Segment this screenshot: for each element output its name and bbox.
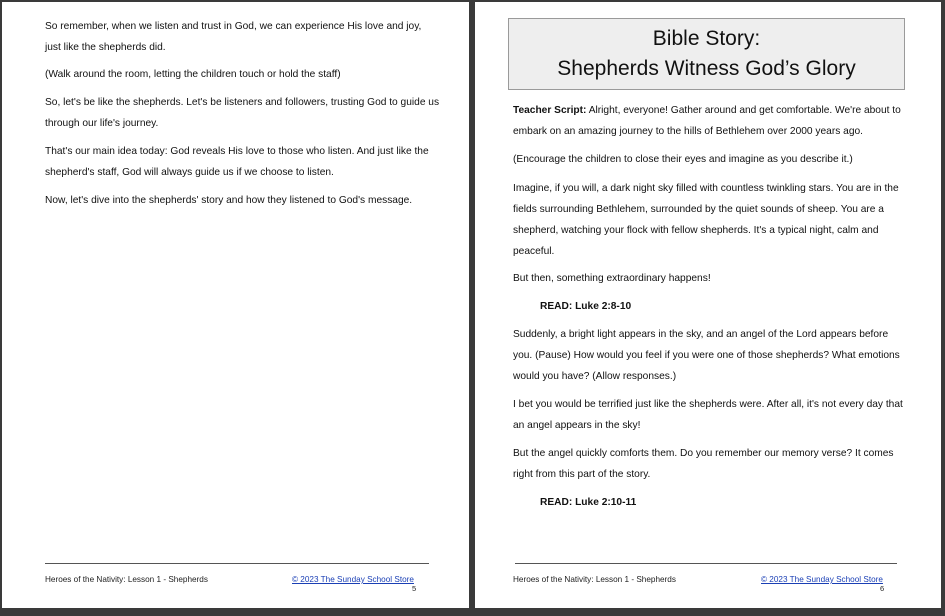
footer-divider <box>515 563 897 564</box>
copyright-link[interactable]: © 2023 The Sunday School Store <box>761 575 883 584</box>
footer-divider <box>45 563 429 564</box>
teacher-script-label: Teacher Script: <box>513 105 587 116</box>
section-title-line-1: Bible Story: <box>652 27 761 50</box>
page-number: 6 <box>880 584 885 593</box>
paragraph: Suddenly, a bright light appears in the sky, and an angel of the Lord appears before you. (Pause) How would you feel if you were one of those shepherds? What emotions would you have? (Allow responses.) <box>513 329 900 382</box>
paragraph: So, let's be like the shepherds. Let's be listeners and followers, trusting God to guide us through our life's journey. <box>45 97 440 129</box>
paragraph: Now, let's dive into the shepherds' story and how they listened to God's message. <box>45 195 413 206</box>
page-number: 5 <box>412 584 417 593</box>
paragraph: Imagine, if you will, a dark night sky filled with countless twinkling stars. You are in the fields surrounding Bethlehem, surrounded by the quiet sounds of sheep. You are a shepherd, watching your flock with fellow shepherds. It's a typical night, calm and peaceful. <box>513 183 899 257</box>
copyright-link[interactable]: © 2023 The Sunday School Store <box>292 575 414 584</box>
teacher-script-paragraph <box>513 100 903 142</box>
paragraph: I bet you would be terrified just like the shepherds were. After all, it's not every day that an angel appears in the sky! <box>513 399 903 431</box>
section-title-box <box>508 18 905 90</box>
paragraph: But the angel quickly comforts them. Do you remember our memory verse? It comes right from this part of the story. <box>513 448 894 480</box>
paragraph: (Encourage the children to close their eyes and imagine as you describe it.) <box>513 154 853 165</box>
footer-lesson-title: Heroes of the Nativity: Lesson 1 - Shepherds <box>45 575 208 584</box>
document-page-left <box>2 2 469 608</box>
paragraph: That's our main idea today: God reveals His love to those who listen. And just like the shepherd's staff, God will always guide us if we choose to listen. <box>45 146 429 178</box>
paragraph: But then, something extraordinary happens! <box>513 273 711 284</box>
scripture-reading: READ: Luke 2:8-10 <box>540 301 632 312</box>
scripture-reading: READ: Luke 2:10-11 <box>540 497 637 508</box>
teacher-script-text: Alright, everyone! Gather around and get comfortable. We're about to embark on an amazing journey to the hills of Bethlehem over 2000 years ago. <box>513 105 901 137</box>
paragraph: (Walk around the room, letting the children touch or hold the staff) <box>45 69 341 80</box>
footer-lesson-title: Heroes of the Nativity: Lesson 1 - Shepherds <box>513 575 676 584</box>
section-title-line-2: Shepherds Witness God’s Glory <box>557 57 856 80</box>
paragraph: So remember, when we listen and trust in God, we can experience His love and joy, just like the shepherds did. <box>45 21 422 53</box>
document-page-right <box>475 2 941 608</box>
